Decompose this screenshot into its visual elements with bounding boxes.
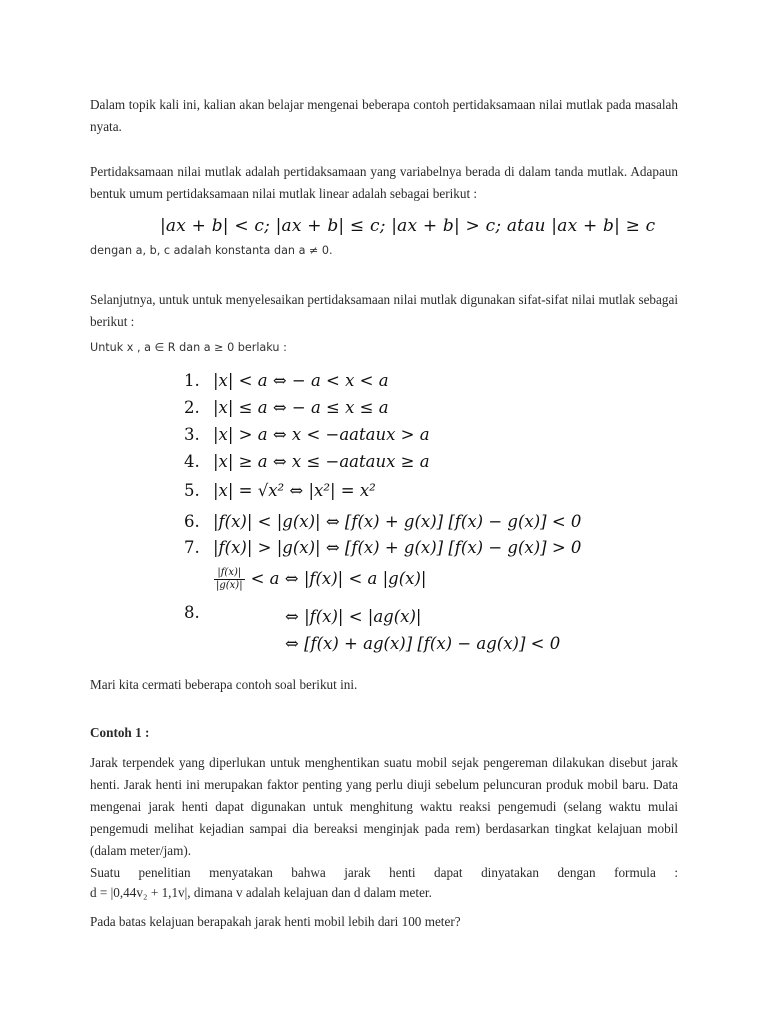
property-7 [184,538,581,557]
property-expression: |x| ≤ a ⇔ − a ≤ x ≤ a [213,398,389,417]
property-number: 2. [184,398,200,417]
property-1 [184,371,389,390]
example-paragraph-2-line-2: d = |0,44v₂ + 1,1v|, dimana v adalah kelajuan dan d dalam meter. [90,885,432,900]
example-heading: Contoh 1 : [90,725,150,740]
intro-paragraph: Dalam topik kali ini, kalian akan belajar mengenai beberapa contoh pertidaksamaan nilai mutlak pada masalah nyata. [90,97,678,134]
property-8-line-3: ⇔ [f(x) + ag(x)] [f(x) − ag(x)] < 0 [285,634,561,653]
property-5 [184,481,376,500]
example-paragraph-1: Jarak terpendek yang diperlukan untuk menghentikan suatu mobil sejak pengereman dilakukan disebut jarak henti. Jarak henti ini merupakan faktor penting yang perlu diuji sebelum peluncuran produk mobil baru. Data mengenai jarak henti dapat digunakan untuk menghitung waktu reaksi pengemudi (selang waktu mulai pengemudi melihat kejadian sampai dia bereaksi menginjak pada rem) berdasarkan tingkat kelajuan mobil (dalam meter/jam). [90,755,678,858]
property-expression: |x| = √x² ⇔ |x²| = x² [213,481,376,500]
property-expression: |f(x)| > |g(x)| ⇔ [f(x) + g(x)] [f(x) − g(x)] > 0 [213,538,582,557]
fraction [214,567,245,592]
property-4 [184,452,430,471]
property-number: 8. [184,603,200,622]
property-6 [184,512,581,531]
property-expression: |x| < a ⇔ − a < x < a [213,371,389,390]
property-3 [184,425,430,444]
fraction-numerator: |f(x)| [214,567,245,580]
property-8-line-2: ⇔ |f(x)| < |ag(x)| [285,607,422,626]
property-number: 5. [184,481,200,500]
general-form-formula: |ax + b| < c; |ax + b| ≤ c; |ax + b| > c; atau |ax + b| ≥ c [160,216,656,236]
question-paragraph: Pada batas kelajuan berapakah jarak henti mobil lebih dari 100 meter? [90,914,461,929]
property-number: 6. [184,512,200,531]
fraction-denominator: |g(x)| [216,580,243,591]
property-expression: |x| ≥ a ⇔ x ≤ −aataux ≥ a [213,452,430,471]
definition-paragraph: Pertidaksamaan nilai mutlak adalah pertidaksamaan yang variabelnya berada di dalam tanda mutlak. Adapaun bentuk umum pertidaksamaan nilai mutlak linear adalah sebagai berikut : [90,164,678,201]
example-paragraph-2-line-1: Suatu penelitian menyatakan bahwa jarak henti dapat dinyatakan dengan formula : [90,865,678,880]
property-number: 3. [184,425,200,444]
condition-line: Untuk x , a ∈ R dan a ≥ 0 berlaku : [90,341,287,354]
property-expression: |f(x)| < |g(x)| ⇔ [f(x) + g(x)] [f(x) − g(x)] < 0 [213,512,582,531]
property-8-line-1-expression: < a ⇔ |f(x)| < a |g(x)| [250,569,427,588]
property-number: 7. [184,538,200,557]
property-2 [184,398,389,417]
property-number: 4. [184,452,200,471]
property-8-number-row [184,603,213,622]
property-number: 1. [184,371,200,390]
property-8-line-1 [214,567,426,592]
examples-intro: Mari kita cermati beberapa contoh soal berikut ini. [90,677,358,692]
property-expression: |x| > a ⇔ x < −aataux > a [213,425,430,444]
properties-intro-paragraph: Selanjutnya, untuk untuk menyelesaikan pertidaksamaan nilai mutlak digunakan sifat-sifat nilai mutlak sebagai berikut : [90,292,678,329]
constants-note: dengan a, b, c adalah konstanta dan a ≠ 0. [90,244,333,257]
